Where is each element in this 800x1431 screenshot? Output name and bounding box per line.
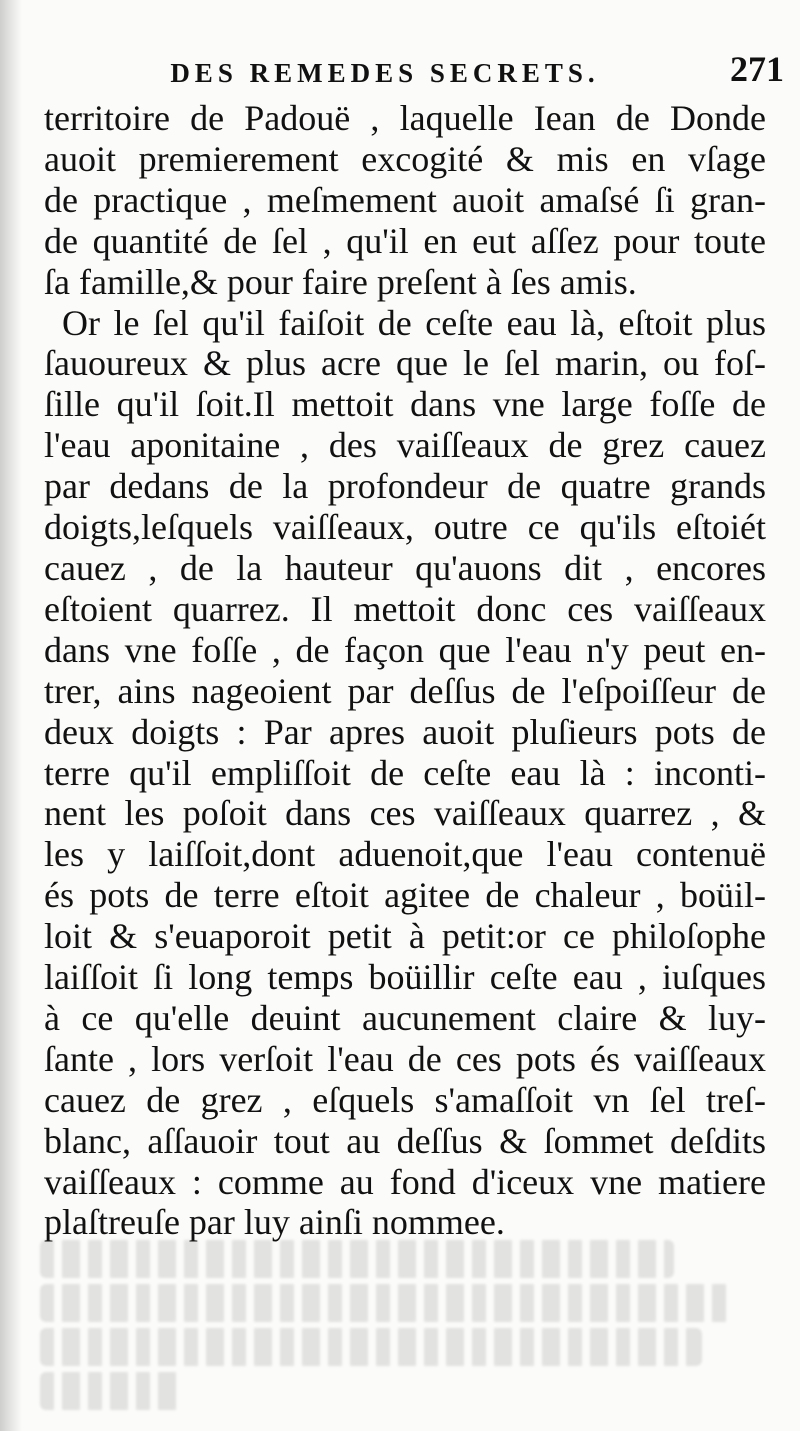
text-line: blanc, aſſauoir tout au deſſus & ſommet deſdits: [44, 1120, 766, 1161]
bleed-through-text: [40, 1240, 760, 1420]
text-line: ſille qu'il ſoit.Il mettoit dans vne large foſſe de: [44, 384, 766, 425]
text-line: de practique , meſmement auoit amaſsé ſi gran-: [44, 179, 766, 220]
text-line: à ce qu'elle deuint aucunement claire & luy-: [44, 997, 766, 1038]
text-line: doigts,leſquels vaiſſeaux, outre ce qu'ils eſtoiét: [44, 507, 766, 548]
text-line: plaſtreuſe par luy ainſi nommee.: [44, 1202, 505, 1243]
text-line: dans vne foſſe , de façon que l'eau n'y peut en-: [44, 629, 766, 670]
text-line: ſauoureux & plus acre que le ſel marin, ou foſ-: [44, 343, 766, 384]
page-number: 271: [730, 49, 784, 89]
text-line: eſtoient quarrez. Il mettoit donc ces vaiſſeaux: [44, 588, 766, 629]
text-line: de quantité de ſel , qu'il en eut aſſez pour toute: [44, 220, 766, 261]
text-line: cauez de grez , eſquels s'amaſſoit vn ſel treſ-: [44, 1079, 766, 1120]
page-gutter-shadow: [0, 0, 22, 1431]
text-line: trer, ains nageoient par deſſus de l'eſpoiſſeur de: [44, 670, 766, 711]
text-line: les y laiſſoit,dont aduenoit,que l'eau contenuë: [44, 834, 766, 875]
text-line: terre qu'il empliſſoit de ceſte eau là : inconti-: [44, 752, 766, 793]
text-line: laiſſoit ſi long temps boüillir ceſte eau , iuſques: [44, 957, 766, 998]
running-head: [60, 52, 710, 94]
text-line: nent les poſoit dans ces vaiſſeaux quarrez , &: [44, 793, 766, 834]
text-line: és pots de terre eſtoit agitee de chaleur , boüil-: [44, 875, 766, 916]
text-line: par dedans de la profondeur de quatre grands: [44, 466, 766, 507]
text-line: territoire de Padouë , laquelle Iean de Donde: [44, 98, 766, 138]
body-text: [44, 98, 766, 1243]
running-title: DES REMEDES SECRETS.: [170, 57, 600, 88]
text-line: loit & s'euaporoit petit à petit:or ce philoſophe: [44, 916, 766, 957]
text-line: auoit premierement excogité & mis en vſage: [44, 138, 766, 179]
text-line: ſante , lors verſoit l'eau de ces pots és vaiſſeaux: [44, 1038, 766, 1079]
text-line: vaiſſeaux : comme au fond d'iceux vne matiere: [44, 1161, 766, 1202]
text-line: ſa famille,& pour faire preſent à ſes amis.: [44, 261, 637, 302]
text-line: l'eau aponitaine , des vaiſſeaux de grez cauez: [44, 425, 766, 466]
text-line: cauez , de la hauteur qu'auons dit , encores: [44, 547, 766, 588]
text-line: deux doigts : Par apres auoit pluſieurs pots de: [44, 711, 766, 752]
paragraph-start-line: Or le ſel qu'il faiſoit de ceſte eau là, eſtoit plus: [62, 302, 766, 343]
